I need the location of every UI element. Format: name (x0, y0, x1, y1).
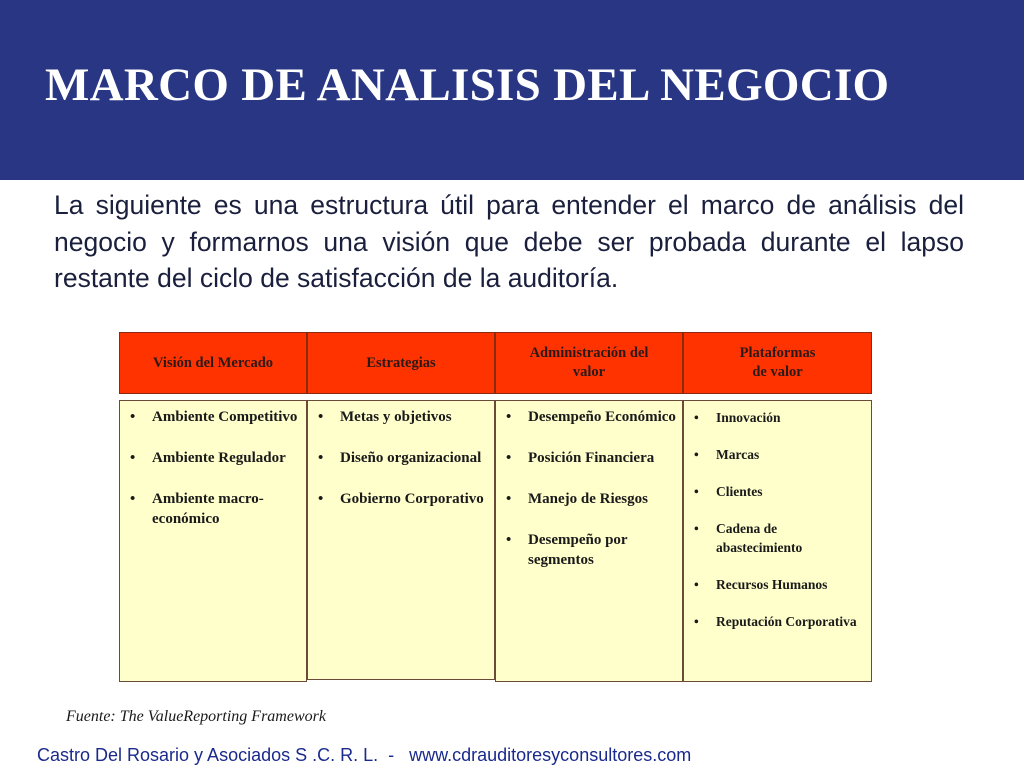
list-item: • Ambiente Regulador (152, 448, 302, 468)
list-item: • Ambiente Competitivo (152, 407, 302, 427)
list-item: • Reputación Corporativa (716, 612, 866, 631)
footer-company-text: Castro Del Rosario y Asociados S .C. R. L. - www.cdrauditoresyconsultores.com (37, 745, 692, 765)
header-label-line2: de valor (752, 364, 803, 380)
list-item: • Innovación (716, 408, 866, 427)
list-item: • Clientes (716, 482, 866, 501)
column-estrategias (307, 400, 495, 680)
header-plataformas-valor (683, 332, 872, 394)
header-label-line1: Plataformas (739, 345, 816, 361)
source-citation: Fuente: The ValueReporting Framework (66, 708, 326, 725)
list-item: • Manejo de Riesgos (528, 489, 680, 509)
list-item: • Marcas (716, 445, 866, 464)
list-item: • Ambiente macro-económico (152, 489, 302, 529)
header-label: Visión del Mercado (152, 354, 274, 371)
header-label-line1: Administración del (529, 345, 649, 361)
header-administracion-valor (495, 332, 683, 394)
list-item: • Metas y objetivos (340, 407, 490, 427)
list-item: • Recursos Humanos (716, 575, 866, 594)
list-item: • Diseño organizacional (340, 448, 490, 468)
header-label-line2: valor (572, 364, 606, 380)
list-item: • Gobierno Corporativo (340, 489, 490, 509)
page-title: MARCO DE ANALISIS DEL NEGOCIO (45, 59, 890, 111)
list-item: • Cadena de abastecimiento (716, 519, 866, 557)
column-plataformas-valor (683, 400, 872, 682)
intro-paragraph: La siguiente es una estructura útil para entender el marco de análisis del negocio y formarnos una visión que debe ser probada durante el lapso restante del ciclo de satisfacción de la auditoría. (54, 190, 964, 293)
list-item: • Desempeño Económico (528, 407, 680, 427)
header-label: Estrategias (366, 354, 436, 371)
header-estrategias (307, 332, 495, 394)
column-vision-mercado (119, 400, 307, 682)
column-administracion-valor (495, 400, 683, 682)
list-item: • Posición Financiera (528, 448, 680, 468)
title-banner (0, 0, 1024, 180)
list-item: • Desempeño por segmentos (528, 530, 680, 570)
header-vision-mercado (119, 332, 307, 394)
